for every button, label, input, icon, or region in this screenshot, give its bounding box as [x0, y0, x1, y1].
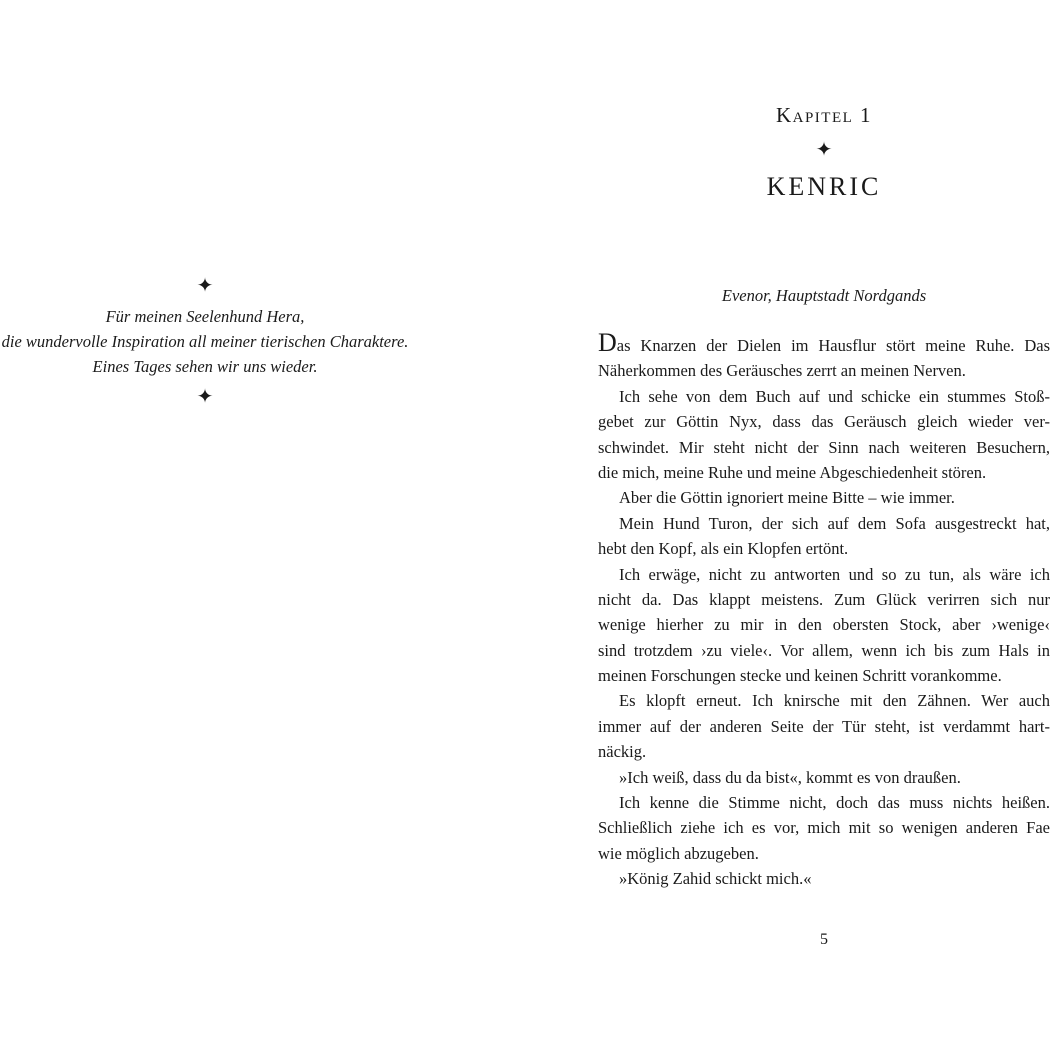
text-line: hebt den Kopf, als ein Klopfen ertönt. [598, 539, 849, 559]
chapter-number: Kapitel 1 [775, 103, 873, 127]
drop-cap: D [598, 328, 617, 357]
text-line: Mein Hund Turon, der sich auf dem Sofa ausgestreckt hat, [619, 513, 1050, 533]
chapter-body [598, 328, 1050, 892]
star-ornament-icon: ✦ [196, 275, 214, 297]
text-line: Es klopft erneut. Ich knirsche mit den Zähnen. Wer auch [619, 691, 1050, 711]
text-line: »Ich weiß, dass du da bist«, kommt es von draußen. [619, 767, 961, 787]
text-line: Ich sehe von dem Buch auf und schicke ein stummes Stoß- [619, 386, 1050, 406]
text-line: Ich kenne die Stimme nicht, doch das muss nichts heißen. [619, 793, 1050, 813]
text-line: nicht da. Das klappt meistens. Zum Glück verirren sich nur [598, 589, 1050, 609]
text-line [598, 328, 1050, 358]
dedication-line: Eines Tages sehen wir uns wieder. [92, 357, 318, 376]
star-ornament-icon: ✦ [196, 386, 214, 408]
text-line: wenige hierher zu mir in den obersten Stock, aber ›wenige‹ [598, 615, 1050, 635]
chapter-title: KENRIC [766, 172, 882, 201]
text-line: Näherkommen des Geräusches zerrt an meinen Nerven. [598, 361, 966, 381]
chapter-location: Evenor, Hauptstadt Nordgands [721, 286, 927, 305]
dedication-line: die wundervolle Inspiration all meiner tierischen Charaktere. [1, 332, 409, 351]
text-line: meinen Forschungen stecke und keinen Schritt vorankomme. [598, 666, 1002, 686]
text-line: Ich erwäge, nicht zu antworten und so zu tun, als wäre ich [619, 564, 1050, 584]
page-number: 5 [820, 931, 828, 948]
text-line: Schließlich ziehe ich es vor, mich mit so wenigen anderen Fae [598, 818, 1050, 838]
text-line: immer auf der anderen Seite der Tür steht, ist verdammt hart- [598, 716, 1050, 736]
text-line: die mich, meine Ruhe und meine Abgeschiedenheit stören. [598, 462, 987, 482]
text-line: sind trotzdem ›zu viele‹. Vor allem, wenn ich bis zum Hals in [598, 640, 1050, 660]
star-ornament-icon: ✦ [815, 139, 833, 161]
text-line-content: as Knarzen der Dielen im Hausflur stört meine Ruhe. Das [616, 336, 1050, 355]
text-line: gebet zur Göttin Nyx, dass das Geräusch gleich wieder ver- [598, 412, 1050, 432]
text-line: näckig. [598, 742, 647, 762]
text-line: Aber die Göttin ignoriert meine Bitte – wie immer. [619, 488, 955, 508]
dedication [0, 276, 410, 407]
text-line: wie möglich abzugeben. [598, 843, 759, 863]
text-line: schwindet. Mir steht nicht der Sinn nach weiteren Besuchern, [598, 437, 1050, 457]
chapter-heading [598, 100, 1050, 204]
text-line: »König Zahid schickt mich.« [619, 869, 812, 889]
dedication-line: Für meinen Seelenhund Hera, [105, 307, 305, 326]
